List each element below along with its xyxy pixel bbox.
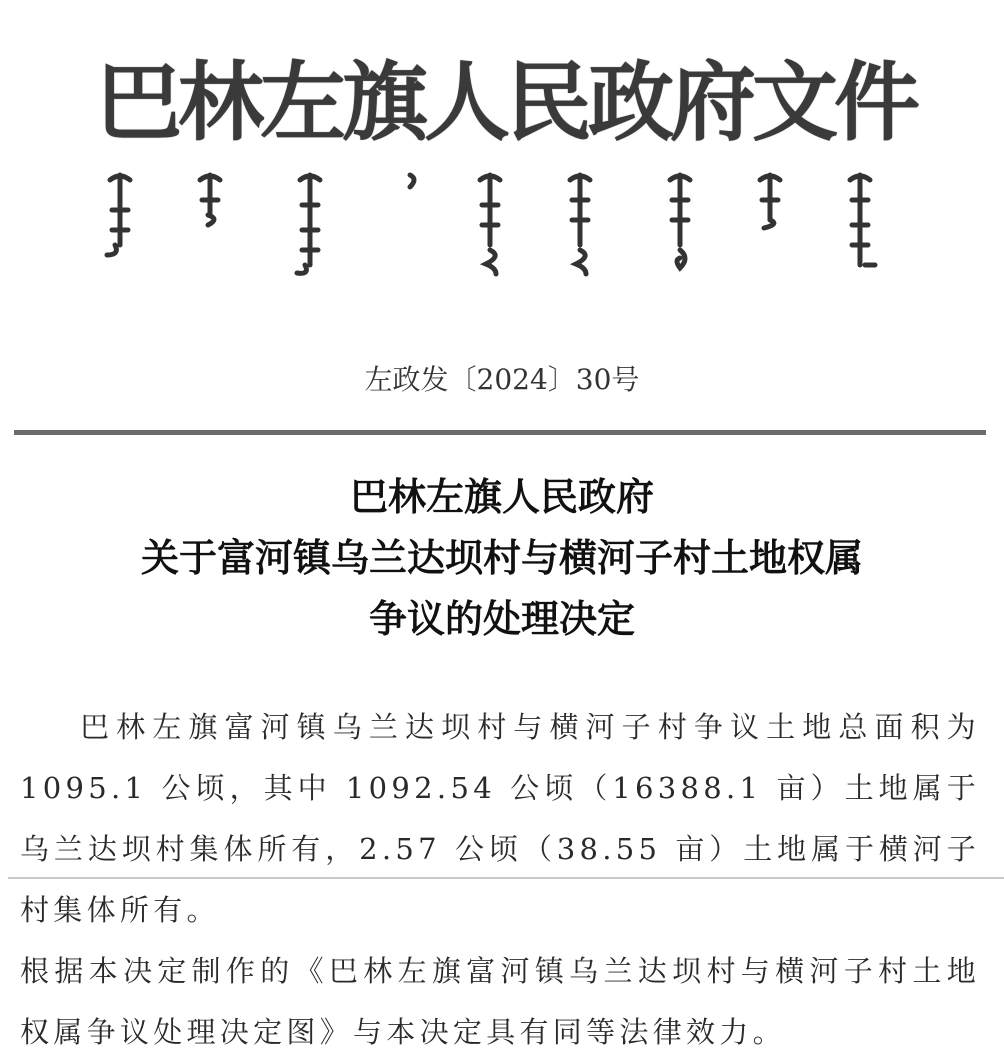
scan-fold-line (8, 877, 1004, 879)
title-line-3: 争议的处理决定 (368, 596, 635, 641)
body-paragraph-1: 巴林左旗富河镇乌兰达坝村与横河子村争议土地总面积为1095.1 公顷，其中 1092.54 公顷（16388.1 亩）土地属于乌兰达坝村集体所有，2.57 公顷（38.55 亩）土地属于横河子村集体所有。 (20, 710, 980, 927)
masthead-title: 巴林左旗人民政府文件 (96, 53, 916, 153)
document-number: 左政发〔2024〕30号 (364, 363, 640, 396)
header-divider (14, 430, 986, 435)
title-line-2: 关于富河镇乌兰达坝村与横河子村土地权属 (140, 535, 863, 580)
body-paragraph-2: 根据本决定制作的《巴林左旗富河镇乌兰达坝村与横河子村土地权属争议处理决定图》与本决定具有同等法律效力。 (20, 954, 980, 1049)
document-body (20, 697, 980, 1063)
title-line-1: 巴林左旗人民政府 (349, 474, 654, 519)
mongolian-script-header (90, 170, 910, 290)
